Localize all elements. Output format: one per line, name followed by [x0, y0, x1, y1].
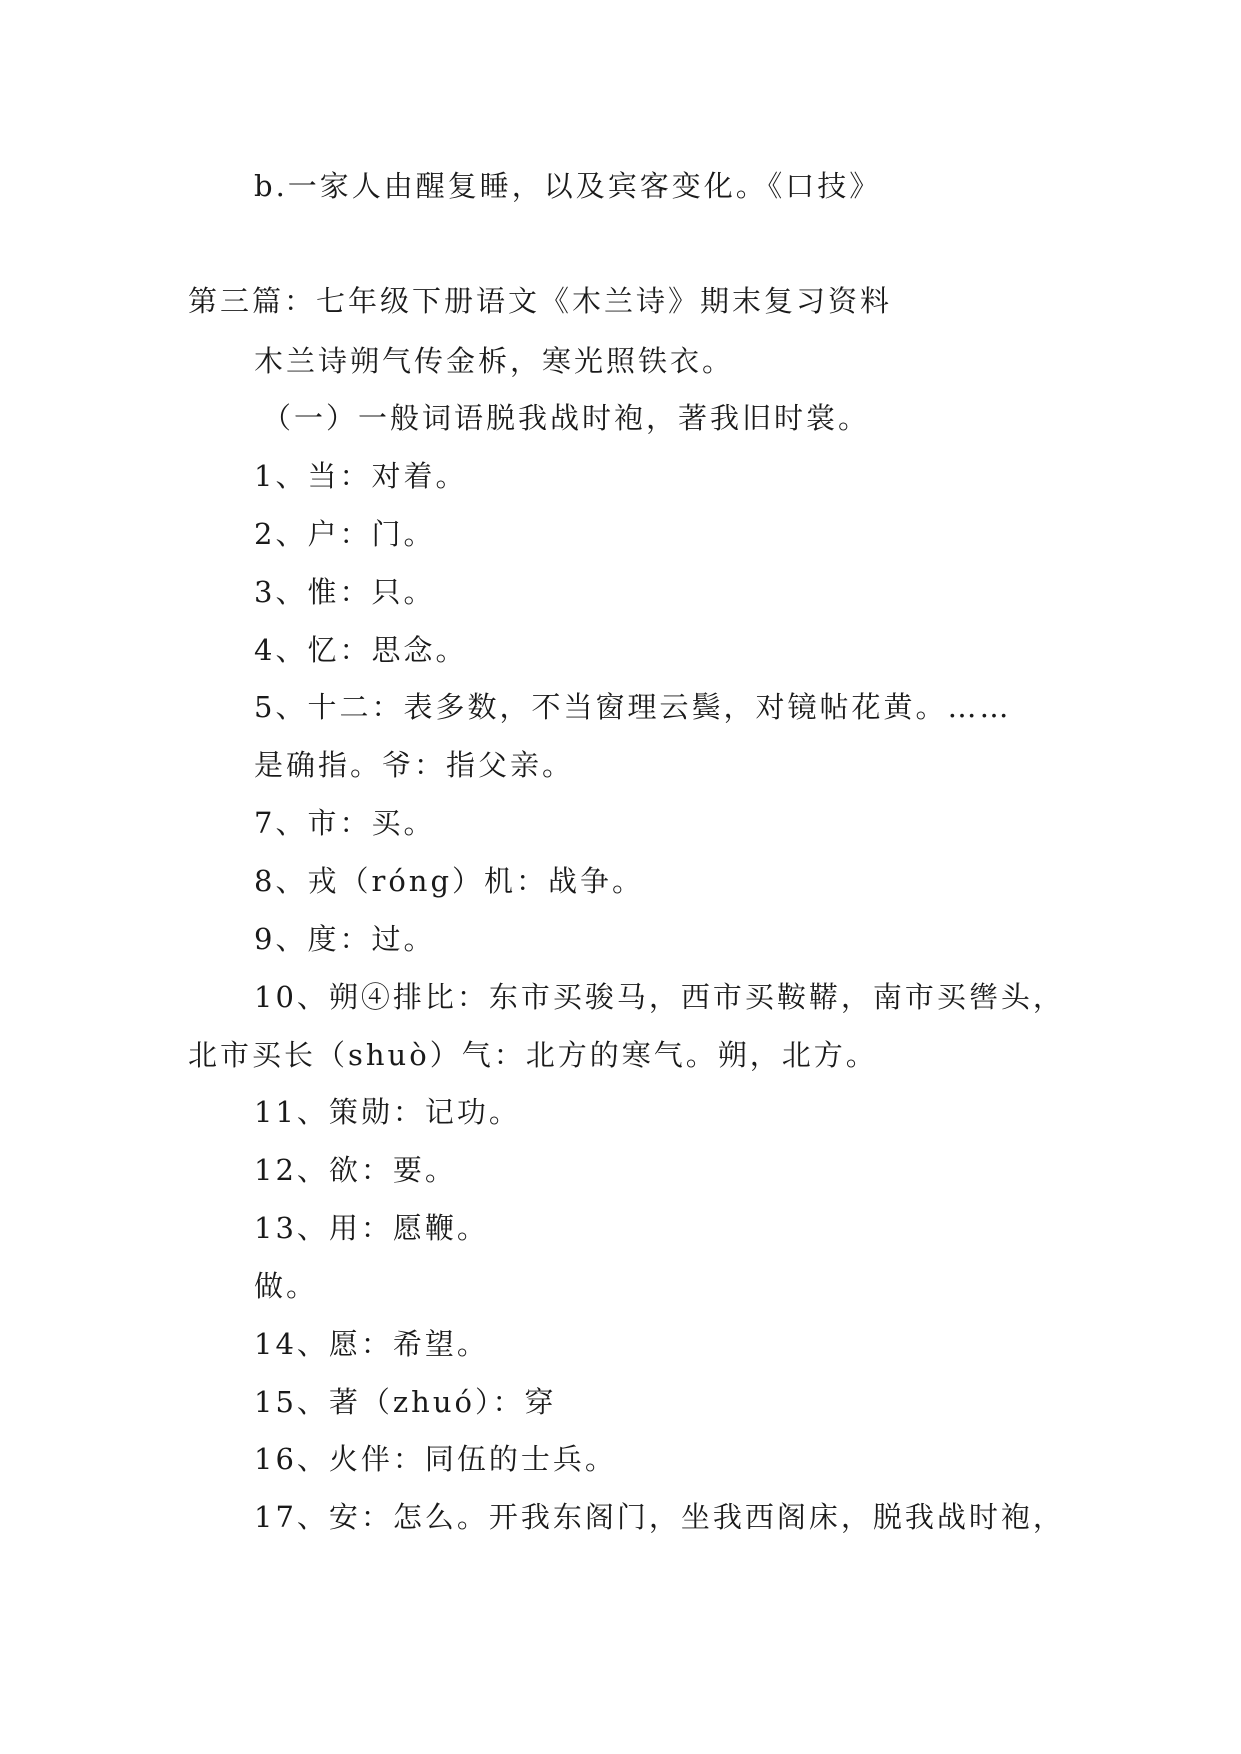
list-item: 15、著（zhuó）：穿	[254, 1385, 557, 1419]
section-title: 第三篇：七年级下册语文《木兰诗》期末复习资料	[188, 284, 893, 318]
list-item: 3、惟：只。	[254, 575, 436, 609]
text-line: 做。	[254, 1269, 319, 1303]
list-item: 2、户：门。	[254, 517, 436, 551]
text-line-kouji: b.一家人由醒复睡，以及宾客变化。《口技》	[254, 169, 882, 203]
list-item: 8、戎（róng）机：战争。	[254, 864, 645, 898]
list-item: 10、朔④排比：东市买骏马，西市买鞍鞯，南市买辔头，	[254, 980, 1065, 1014]
list-item: 12、欲：要。	[254, 1153, 457, 1187]
list-item: 16、火伴：同伍的士兵。	[254, 1442, 617, 1476]
text-line: 木兰诗朔气传金柝，寒光照铁衣。	[254, 344, 735, 378]
list-item: 11、策勋：记功。	[254, 1095, 521, 1129]
list-item: 4、忆：思念。	[254, 633, 468, 667]
list-item: 13、用：愿鞭。	[254, 1211, 489, 1245]
list-item: 14、愿：希望。	[254, 1327, 489, 1361]
list-item: 5、十二：表多数，不当窗理云鬓，对镜帖花黄。……	[254, 690, 1012, 724]
list-item: 17、安：怎么。开我东阁门，坐我西阁床，脱我战时袍，	[254, 1500, 1065, 1534]
text-line: 北市买长（shuò）气：北方的寒气。朔，北方。	[188, 1038, 878, 1072]
list-item: 1、当：对着。	[254, 459, 468, 493]
text-line: 是确指。爷：指父亲。	[254, 748, 575, 782]
list-item: 9、度：过。	[254, 922, 436, 956]
subsection-heading: （一）一般词语脱我战时袍，著我旧时裳。	[262, 401, 871, 435]
list-item: 7、市：买。	[254, 806, 436, 840]
